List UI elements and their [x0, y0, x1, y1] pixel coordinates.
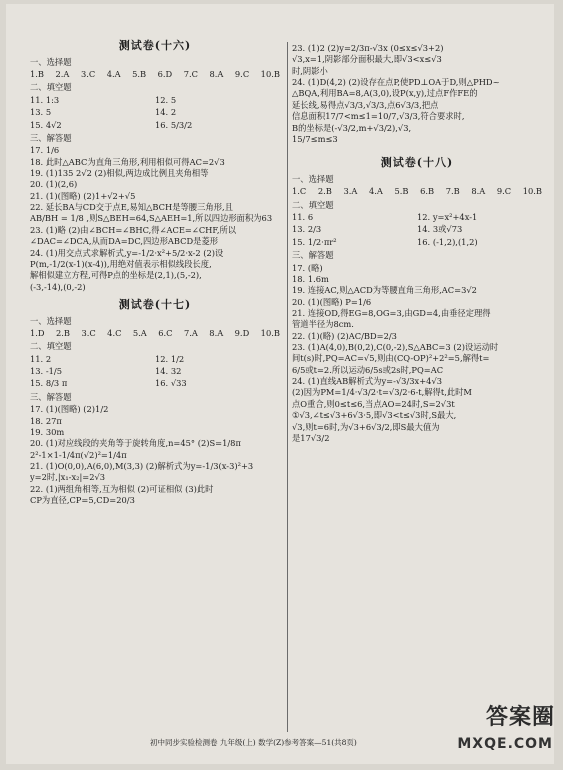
answer: 16. (-1,2),(1,2) [417, 236, 478, 247]
choice-answers-16 [30, 69, 280, 79]
answer: 16. 5/3/2 [155, 119, 193, 130]
left-column [30, 38, 280, 506]
answer-line: 23. (1)略 (2)由∠BCH=∠BHC,得∠ACE=∠CHF,所以 [30, 224, 237, 235]
answer-line: 17. 1/6 [30, 145, 60, 156]
answer-line: 20. (1)(图略) P=1/6 [292, 296, 372, 307]
answer-line: 2²-1×1-1/4π(√2)²=1/4π [30, 449, 127, 460]
fill-answers-16 [30, 95, 280, 130]
answer-line: 20. (1)对应线段的夹角等于旋转角度,n=45° (2)S=1/8π [30, 438, 241, 449]
answer-line: 21. (1)(图略) (2)1+√2+√5 [30, 190, 136, 201]
answer: 4.A [368, 186, 383, 197]
watermark-url: MXQE.COM [457, 736, 553, 752]
section-fill: 二、填空题 [30, 341, 72, 352]
test16-title: 测试卷(十六) [118, 39, 192, 52]
answer: 5.A [132, 328, 147, 339]
answer-line: CP为直径,CP=5,CD=20/3 [30, 495, 135, 506]
answer-line: 22. 延长BA与CD交于点E,易知△BCH是等腰三角形,且 [30, 202, 233, 213]
answer-line: 17. (略) [292, 262, 323, 273]
answer-line: (2)因为PM=1/4·√3/2·t=√3/2·6-t,解得t,此时M [292, 387, 472, 398]
answer: 14. 3或√73 [417, 224, 463, 235]
page-footer: 初中同步实验检测卷 九年级(上) 数学(Z)参考答案—51(共8页) [150, 738, 357, 747]
test17-title: 测试卷(十七) [118, 297, 192, 311]
answer: 13. 2/3 [292, 224, 322, 235]
answer: 3.C [81, 328, 96, 339]
answer-line: 17. (1)(图略) (2)1/2 [30, 404, 109, 415]
answer-line: 22. (1)两组角相等,互为相似 (2)可证相似 (3)此时 [30, 483, 214, 494]
section-solve: 三、解答题 [30, 391, 72, 402]
section-solve: 三、解答题 [292, 250, 334, 261]
answer-line: P(m,-1/2(x-1)(x-4)),用绝对值表示相似线段长度, [30, 258, 212, 269]
answer: 8.A [209, 69, 224, 80]
answer: 10.B [522, 186, 542, 197]
answer: 12. 5 [155, 94, 177, 105]
answer-line: 20. (1)(2,6) [30, 179, 78, 190]
section-choice: 一、选择题 [30, 315, 72, 326]
fill-answers-17 [30, 354, 280, 389]
choice-answers-18 [292, 186, 542, 196]
answer-line: (-3,-14),(0,-2) [30, 281, 86, 292]
answer: 8.A [471, 186, 486, 197]
answer: 11. 6 [292, 212, 314, 223]
answer: 15. 8/3 π [30, 378, 68, 389]
column-divider [287, 42, 288, 732]
answer: 1.D [30, 328, 45, 339]
answer-line: 18. 1.6m [292, 273, 329, 284]
answer: 13. -1/5 [30, 366, 62, 377]
answer: 9.C [234, 69, 250, 80]
answer-line: 24. (1)用交点式求解析式,y=-1/2·x²+5/2·x-2 (2)设 [30, 247, 224, 258]
answer-line: 延长线,易得点√3/3,√3/3,点6√3/3,把点 [292, 99, 439, 110]
answer: 11. 1:3 [30, 94, 60, 105]
answer: 5.B [394, 186, 409, 197]
answer: 4.C [107, 328, 122, 339]
answer-line: y=2时,|x₁-x₂|=2√3 [30, 472, 106, 483]
answer-line: 18. 27π [30, 415, 62, 426]
answer-line: 23. (1)2 (2)y=2/3π-√3x (0≤x≤√3+2) [292, 43, 444, 53]
answer: 7.C [183, 69, 198, 80]
answer-line: 信息面积17/7<m≤1=10/7,√3/3,符合要求时, [292, 111, 465, 122]
answer-line: 19. 30m [30, 426, 65, 437]
section-choice: 一、选择题 [30, 56, 72, 67]
answer: 2.A [55, 69, 70, 80]
choice-answers-17 [30, 328, 280, 338]
answer-line: ∠DAC=∠DCA,从而DA=DC,四边形ABCD是菱形 [30, 236, 219, 247]
answer: 12. 1/2 [155, 353, 185, 364]
answer-line: 15/7≤m≤3 [292, 133, 338, 144]
answer-line: 21. 连接OD,得EG=8,OG=3,由GD=4,由垂径定理得 [292, 307, 491, 318]
answer: 2.B [317, 186, 332, 197]
answer: 15. 4√2 [30, 119, 62, 130]
answer-line: 24. (1)直线AB解析式为y=-√3/3x+4√3 [292, 376, 443, 387]
answer-line: △BQA,利用BA=8,A(3,0),设P(x,y),过点F作FE的 [292, 88, 478, 99]
answer-line: 24. (1)D(4,2) (2)设存在点P,使PD⊥OA于D,则△PHD~ [292, 77, 500, 88]
answer-line: ①√3,∠t≤√3+6√3·5,即√3<t≤√3时,S最大, [292, 410, 457, 421]
answer-line: AB/BH = 1/8 ,则S△BEH=64,S△AEH=1,所以四边形面积为63 [30, 213, 273, 224]
answer-line: 点O重合,则0≤t≤6,当点AO=24时,S=2√3t [292, 398, 455, 409]
answer-line: 管道半径为8cm. [292, 319, 354, 330]
answer-line: 6/5或t=2.所以运动6/5s或2s时,PQ=AC [292, 364, 444, 375]
answer: 12. y=x²+4x-1 [417, 212, 478, 223]
answer: 6.B [420, 186, 435, 197]
section-solve: 三、解答题 [30, 132, 72, 143]
answer: 4.A [106, 69, 121, 80]
answer: 15. 1/2·πr² [292, 236, 337, 247]
answer: 13. 5 [30, 107, 52, 118]
test18-title: 测试卷(十八) [380, 156, 454, 170]
answer-line: 19. 连接AC,则△ACD为等腰直角三角形,AC=3√2 [292, 285, 477, 296]
section-fill: 二、填空题 [292, 199, 334, 210]
answer-line: 解相似建立方程,可得P点的坐标是(2,1),(5,-2), [30, 270, 202, 281]
answer: 9.D [234, 328, 250, 339]
answer: 14. 32 [155, 366, 182, 377]
answer-line: 23. (1)A(4,0),B(0,2),C(0,-2),S△ABC=3 (2)设运动时 [292, 342, 499, 353]
answer: 5.B [132, 69, 147, 80]
answer-line: 19. (1)135 2√2 (2)相似,两边成比例且夹角相等 [30, 167, 209, 178]
answer: 2.B [56, 328, 71, 339]
answer: 6.C [158, 328, 173, 339]
answer: 3.A [343, 186, 358, 197]
answer-line: 间t(s)时,PQ=AC=√5,则由(CQ-OP)²+2²=5,解得t= [292, 353, 490, 364]
answer: 14. 2 [155, 107, 177, 118]
answer: 10.B [260, 69, 280, 80]
answer: 10.B [260, 328, 280, 339]
fill-answers-18 [292, 212, 542, 247]
answer: 7.B [445, 186, 460, 197]
answer-line: 21. (1)O(0,0),A(6,0),M(3,3) (2)解析式为y=-1/3(x-3)²+3 [30, 461, 254, 471]
answer-line: √3,则t=6时,为√3+6√3/2,即S最大值为 [292, 421, 440, 432]
answer-line: 是17√3/2 [292, 432, 330, 443]
answer-line: √3,x=1,阴影部分面积最大,即√3<x≤√3 [292, 54, 442, 65]
answer-line: 22. (1)(略) (2)AC/BD=2/3 [292, 330, 397, 341]
answer: 7.A [183, 328, 198, 339]
answer: 6.D [157, 69, 173, 80]
answer: 3.C [80, 69, 96, 80]
answer: 8.A [209, 328, 224, 339]
answer: 1.B [30, 69, 45, 80]
answer: 9.C [496, 186, 512, 197]
answer-line: B的坐标是(-√3/2,m+√3/2),√3, [292, 122, 412, 133]
answer-line: 时,阴影小 [292, 65, 328, 76]
section-choice: 一、选择题 [292, 173, 334, 184]
answer: 16. √33 [155, 378, 187, 389]
answer: 1.C [292, 186, 307, 197]
section-fill: 二、填空题 [30, 82, 72, 93]
right-column [292, 42, 542, 444]
watermark-logo-text: 答案圈 [485, 705, 555, 730]
answer: 11. 2 [30, 353, 52, 364]
answer-line: 18. 此时△ABC为直角三角形,利用相似可得AC=2√3 [30, 156, 225, 167]
site-watermark [455, 700, 555, 762]
